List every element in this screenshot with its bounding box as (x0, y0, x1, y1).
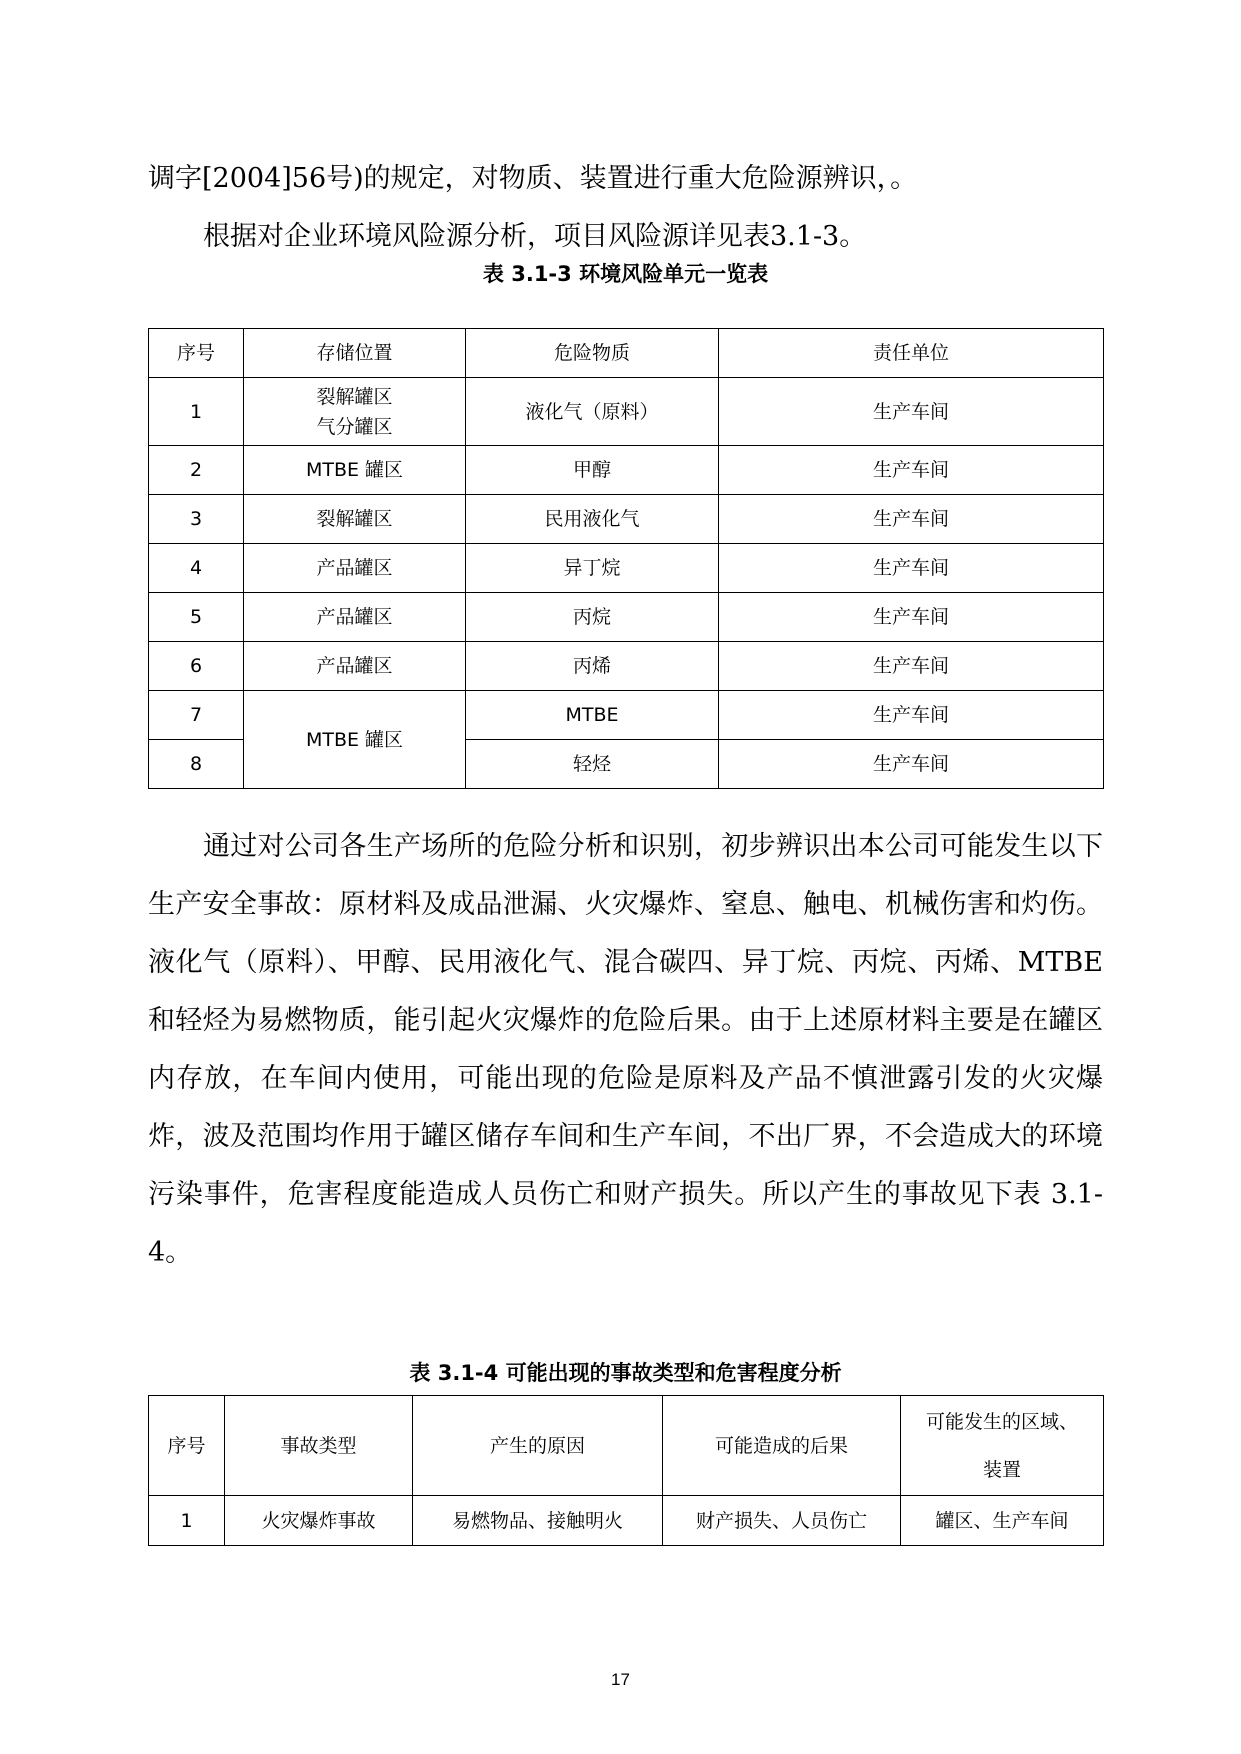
cell-no: 5 (149, 593, 244, 642)
cell-no: 2 (149, 446, 244, 495)
cell-location-line-2: 气分罐区 (316, 415, 393, 438)
header-area-line-1: 可能发生的区域、 (925, 1410, 1078, 1433)
table-header-row (149, 1396, 1104, 1496)
cell-cause: 易燃物品、接触明火 (413, 1496, 663, 1546)
table-row (149, 593, 1104, 642)
cell-unit: 生产车间 (719, 544, 1104, 593)
cell-no: 1 (149, 1496, 225, 1546)
header-no: 序号 (149, 329, 244, 378)
cell-location-line-1: 裂解罐区 (316, 385, 393, 408)
cell-location-merged: MTBE 罐区 (244, 691, 466, 789)
cell-substance: 甲醇 (466, 446, 719, 495)
header-area-line-2: 装置 (982, 1458, 1021, 1481)
cell-location: 产品罐区 (244, 642, 466, 691)
body-paragraph: 通过对公司各生产场所的危险分析和识别，初步辨识出本公司可能发生以下生产安全事故：原材料及成品泄漏、火灾爆炸、窒息、触电、机械伤害和灼伤。液化气（原料）、甲醇、民用液化气、混合碳四、异丁烷、丙烷、丙烯、MTBE和轻烃为易燃物质，能引起火灾爆炸的危险后果。由于上述原材料主要是在罐区内存放，在车间内使用，可能出现的危险是原料及产品不慎泄露引发的火灾爆炸，波及范围均作用于罐区储存车间和生产车间，不出厂界，不会造成大的环境污染事件，危害程度能造成人员伤亡和财产损失。所以产生的事故见下表 3.1-4。 (148, 831, 1103, 1268)
header-area (901, 1396, 1104, 1496)
table-row (149, 1496, 1104, 1546)
header-location: 存储位置 (244, 329, 466, 378)
header-accident-type: 事故类型 (225, 1396, 413, 1496)
cell-location: 产品罐区 (244, 593, 466, 642)
cell-area: 罐区、生产车间 (901, 1496, 1104, 1546)
header-unit: 责任单位 (719, 329, 1104, 378)
cell-no: 7 (149, 691, 244, 740)
cell-no: 3 (149, 495, 244, 544)
cell-unit: 生产车间 (719, 378, 1104, 446)
table-row (149, 446, 1104, 495)
cell-location: 产品罐区 (244, 544, 466, 593)
header-substance: 危险物质 (466, 329, 719, 378)
cell-location: MTBE 罐区 (244, 446, 466, 495)
table-3-1-3-caption: 表 3.1-3 环境风险单元一览表 (482, 262, 769, 286)
header-cause: 产生的原因 (413, 1396, 663, 1496)
cell-consequence: 财产损失、人员伤亡 (663, 1496, 901, 1546)
cell-unit: 生产车间 (719, 495, 1104, 544)
accident-type-table (148, 1395, 1104, 1546)
table-3-1-4-caption: 表 3.1-4 可能出现的事故类型和危害程度分析 (409, 1361, 842, 1385)
cell-substance: 液化气（原料） (466, 378, 719, 446)
intro-line-1: 调字[2004]56号)的规定，对物质、装置进行重大危险源辨识，。 (148, 163, 918, 194)
cell-location: 裂解罐区 (244, 495, 466, 544)
table-header-row (149, 329, 1104, 378)
table-row (149, 544, 1104, 593)
cell-no: 1 (149, 378, 244, 446)
cell-substance: MTBE (466, 691, 719, 740)
table-row (149, 378, 1104, 446)
cell-substance: 民用液化气 (466, 495, 719, 544)
cell-unit: 生产车间 (719, 691, 1104, 740)
table-row (149, 642, 1104, 691)
page-number: 17 (611, 1670, 630, 1689)
cell-unit: 生产车间 (719, 642, 1104, 691)
cell-accident-type: 火灾爆炸事故 (225, 1496, 413, 1546)
intro-line-2: 根据对企业环境风险源分析，项目风险源详见表3.1-3。 (203, 221, 867, 252)
cell-no: 4 (149, 544, 244, 593)
header-consequence: 可能造成的后果 (663, 1396, 901, 1496)
table-row (149, 691, 1104, 740)
cell-unit: 生产车间 (719, 446, 1104, 495)
cell-unit: 生产车间 (719, 740, 1104, 789)
table-row (149, 495, 1104, 544)
cell-no: 8 (149, 740, 244, 789)
cell-substance: 丙烷 (466, 593, 719, 642)
risk-unit-table (148, 328, 1104, 789)
cell-location (244, 378, 466, 446)
cell-substance: 异丁烷 (466, 544, 719, 593)
header-no: 序号 (149, 1396, 225, 1496)
cell-substance: 丙烯 (466, 642, 719, 691)
cell-unit: 生产车间 (719, 593, 1104, 642)
cell-substance: 轻烃 (466, 740, 719, 789)
cell-no: 6 (149, 642, 244, 691)
